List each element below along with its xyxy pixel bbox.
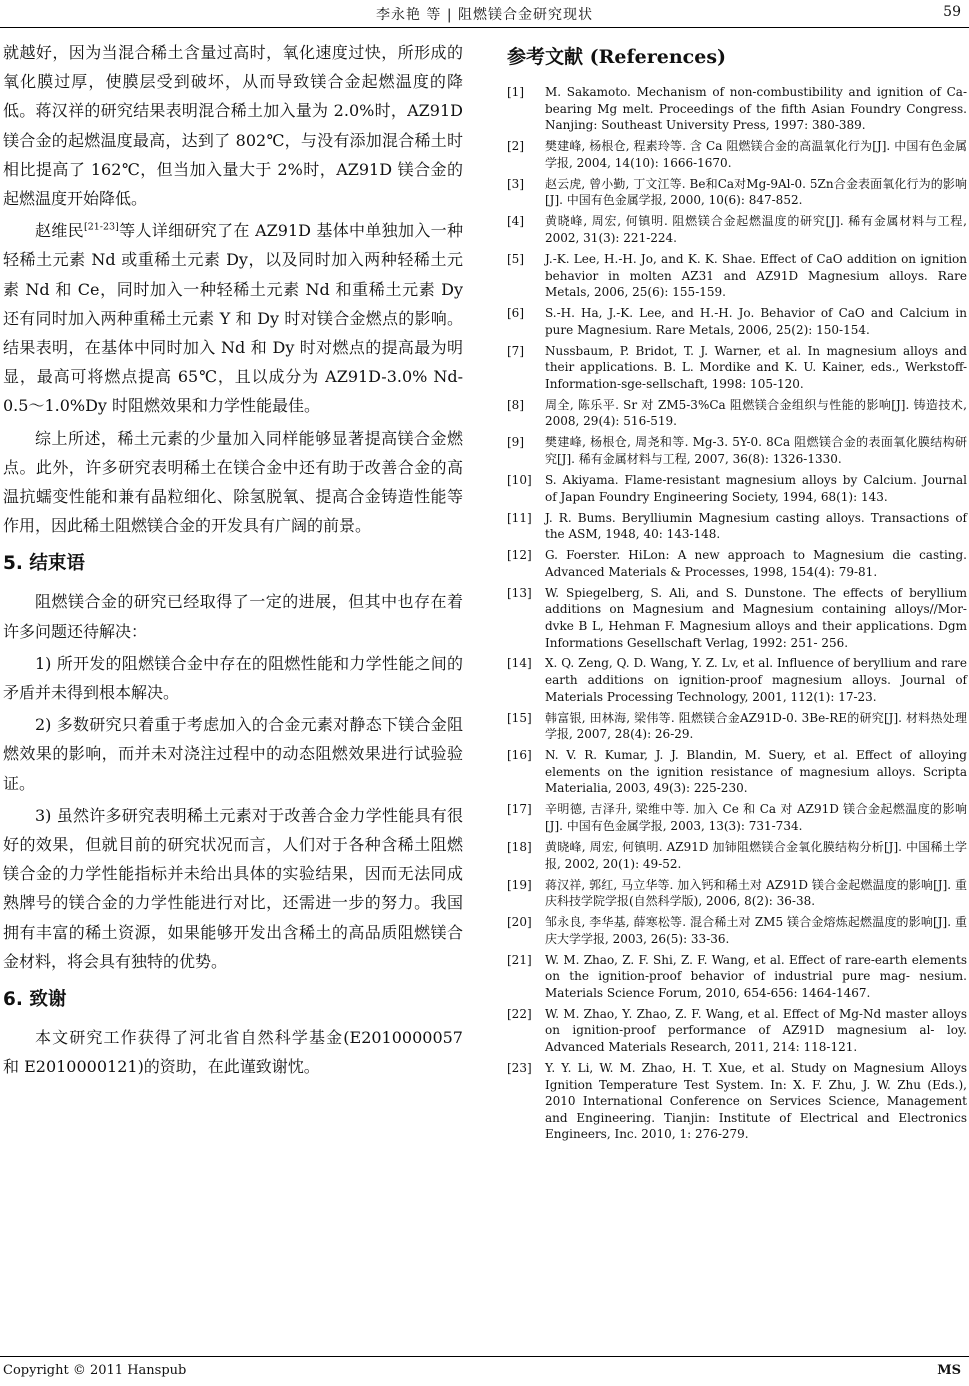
section-heading-conclusion: 5. 结束语 [3, 553, 85, 575]
author-name: 赵维民 [35, 221, 84, 241]
reference-text: 赵云虎, 曾小勤, 丁文江等. Be和Ca对Mg-9Al-0. 5Zn合金表面氧化行为的影响[J]. 中国有色金属学报, 2000, 10(6): 847-852. [545, 176, 967, 208]
references-column [507, 44, 967, 1147]
reference-item [507, 839, 967, 872]
reference-text: G. Foerster. HiLon: A new approach to Magnesium die casting. Advanced Materials & Processes, 1998, 154(4): 79-81. [545, 548, 967, 579]
body-paragraph: 3) 虽然许多研究表明稀土元素对于改善合金力学性能具有很好的效果，但就目前的研究状况而言，人们对于各种含稀土阻燃镁合金的力学性能指标并未给出具体的实验结果，因而无法同成熟牌号的镁合金的力学性能进行对比，还需进一步的努力。我国拥有丰富的稀土资源，如果能够开发出含稀土的高品质阻燃镁合金材料，将会具有独特的优势。 [3, 805, 463, 971]
reference-item [507, 547, 967, 580]
reference-number: [23] [507, 1061, 532, 1076]
reference-text: 黄晓峰, 周宏, 何镇明. AZ91D 加铈阻燃镁合金氧化膜结构分析[J]. 中国稀土学报, 2002, 20(1): 49-52. [545, 839, 967, 871]
running-head: 李永艳 等 | 阻燃镁合金研究现状 [375, 7, 594, 23]
reference-text: W. M. Zhao, Z. F. Shi, Z. F. Wang, et al. Effect of rare-earth elements on the ignition-proof behavior of industrial pure mag- nesium. Materials Science Forum, 2010, 654-656: 1464-1467. [545, 952, 967, 1000]
reference-number: [10] [507, 472, 532, 487]
reference-item [507, 952, 967, 1002]
reference-number: [12] [507, 548, 532, 563]
reference-text: W. Spiegelberg, S. Ali, and S. Dunstone. The effects of beryllium additions on Magnesium and Magnesium containing alloys//Mor- dvke B L, Hehman F. Magnesium alloys and their applications. Dgm Informations Gesellschaft Verlag, 1992: 251- 256. [545, 585, 967, 650]
reference-text: Y. Y. Li, W. M. Zhao, H. T. Xue, et al. Study on Magnesium Alloys Ignition Temperature Test System. In: X. F. Zhu, J. W. Zhu (Eds.), 2010 International Conference on Services Science, Management and Engineering. Tianjin: Institute of Electrical and Electronics Engineers, Inc. 2010, 1: 276-279. [545, 1061, 967, 1142]
body-paragraph: 就越好，因为当混合稀土含量过高时，氧化速度过快，所形成的氧化膜过厚，使膜层受到破坏，从而导致镁合金起燃温度的降低。蒋汉祥的研究结果表明混合稀土加入量为 2.0%时，AZ91D 镁合金的起燃温度最高，达到了 802℃，与没有添加混合稀土时相比提高了 162℃，但当加入量大于 2%时，AZ91D 镁合金的起燃温度开始降低。 [3, 43, 463, 209]
citation-marker: [21-23] [83, 221, 119, 233]
reference-item [507, 1060, 967, 1143]
body-paragraph: 综上所述，稀土元素的少量加入同样能够显著提高镁合金燃点。此外，许多研究表明稀土在镁合金中还有助于改善合金的高温抗蠕变性能和兼有晶粒细化、除氢脱氧、提高合金铸造性能等作用，因此稀土阻燃镁合金的开发具有广阔的前景。 [3, 428, 463, 536]
reference-number: [6] [507, 306, 524, 321]
header-rule [0, 27, 969, 28]
reference-text: J.-K. Lee, H.-H. Jo, and K. K. Shae. Effect of CaO addition on ignition behavior in molten AZ31 and AZ91D Magnesium alloys. Rare Metals, 2006, 25(6): 155-159. [545, 251, 967, 300]
reference-number: [2] [507, 139, 524, 154]
section-heading-acknowledgement: 6. 致谢 [3, 989, 67, 1011]
paragraph-text: 等人详细研究了在 AZ91D 基体中单独加入一种轻稀土元素 Nd 或重稀土元素 Dy，以及同时加入两种轻稀土元素 Nd 和 Ce，同时加入一种轻稀土元素 Nd 和重稀土元素 Dy 还有同时加入两种重稀土元素 Y 和 Dy 时对镁合金燃点的影响。结果表明，在基体中同时加入 Nd 和 Dy 时对燃点的提高最为明显，最高可将燃点提高 65℃，且以成分为 AZ91D-3.0% Nd-0.5～1.0%Dy 时阻燃效果和力学性能最佳。 [3, 221, 463, 416]
reference-item [507, 343, 967, 393]
body-paragraph: 阻燃镁合金的研究已经取得了一定的进展，但其中也存在着许多问题还待解决： [3, 592, 463, 641]
reference-number: [3] [507, 176, 524, 191]
reference-text: 韩富银, 田林海, 梁伟等. 阻燃镁合金AZ91D-0. 3Be-RE的研究[J]. 材料热处理学报, 2007, 28(4): 26-29. [545, 710, 967, 742]
reference-number: [19] [507, 877, 532, 892]
reference-item [507, 877, 967, 910]
reference-number: [17] [507, 802, 532, 817]
body-paragraph: 1) 所开发的阻燃镁合金中存在的阻燃性能和力学性能之间的矛盾并未得到根本解决。 [3, 653, 463, 703]
reference-item [507, 84, 967, 134]
reference-text: Nussbaum, P. Bridot, T. J. Warner, et al. In magnesium alloys and their applications. B. L. Mordike and K. U. Kainer, eds., Werkstoff-Information-sge-sellschaft, 1998: 105-120. [545, 343, 967, 391]
reference-number: [9] [507, 435, 524, 450]
reference-text: 樊建峰, 杨根仓, 程素玲等. 含 Ca 阻燃镁合金的高温氧化行为[J]. 中国有色金属学报, 2004, 14(10): 1666-1670. [545, 139, 967, 170]
reference-number: [1] [507, 85, 524, 99]
reference-number: [4] [507, 214, 524, 229]
page-header [0, 0, 969, 26]
reference-number: [22] [507, 1006, 532, 1021]
reference-number: [15] [507, 710, 532, 725]
reference-item [507, 213, 967, 246]
reference-text: S. Akiyama. Flame-resistant magnesium alloys by Calcium. Journal of Japan Foundry Engineering Society, 1994, 68(1): 143. [545, 472, 967, 504]
reference-number: [8] [507, 397, 524, 412]
reference-text: N. V. R. Kumar, J. J. Blandin, M. Suery, et al. Effect of alloying elements on the ignition resistance of magnesium alloys. Scripta Materialia, 2003, 49(3): 225-230. [545, 748, 967, 796]
reference-number: [7] [507, 343, 524, 358]
reference-text: M. Sakamoto. Mechanism of non-combustibility and ignition of Ca-bearing Mg melt. Proceedings of the fifth Asian Foundry Congress. Nanjing: Southeast University Press, 1997: 380-389. [545, 85, 967, 133]
reference-item [507, 176, 967, 209]
reference-item [507, 710, 967, 743]
body-paragraph: 2) 多数研究只着重于考虑加入的合金元素对静态下镁合金阻燃效果的影响，而并未对浇注过程中的动态阻燃效果进行试验验证。 [3, 715, 463, 793]
reference-text: 邹永良, 李华基, 薛寒松等. 混合稀土对 ZM5 镁合金熔炼起燃温度的影响[J]. 重庆大学学报, 2003, 26(5): 33-36. [545, 915, 967, 946]
reference-text: S.-H. Ha, J.-K. Lee, and H.-H. Jo. Behavior of CaO and Calcium in pure Magnesium. Rare Metals, 2006, 25(2): 150-154. [545, 306, 967, 337]
reference-text: 樊建峰, 杨根仓, 周尧和等. Mg-3. 5Y-0. 8Ca 阻燃镁合金的表面氧化膜结构研究[J]. 稀有金属材料与工程, 2007, 36(8): 1326-1330. [545, 435, 967, 466]
reference-list [507, 84, 967, 1143]
footer-rule [0, 1356, 969, 1357]
reference-text: J. R. Bums. Berylliumin Magnesium casting alloys. Transactions of the ASM, 1948, 40: 143-148. [545, 510, 967, 542]
body-paragraph [3, 216, 463, 420]
copyright-notice: Copyright © 2011 Hanspub [3, 1363, 187, 1378]
reference-text: 辛明德, 吉泽升, 梁维中等. 加入 Ce 和 Ca 对 AZ91D 镁合金起燃温度的影响[J]. 中国有色金属学报, 2003, 13(3): 731-734. [545, 802, 967, 833]
reference-text: 蒋汉祥, 郭红, 马立华等. 加入钙和稀土对 AZ91D 镁合金起燃温度的影响[J]. 重庆科技学院学报(自然科学版), 2006, 8(2): 36-38. [545, 877, 967, 909]
reference-item [507, 138, 967, 171]
reference-item [507, 655, 967, 705]
page-number: 59 [943, 4, 961, 20]
journal-abbrev: MS [937, 1363, 961, 1378]
reference-number: [21] [507, 952, 532, 967]
reference-item [507, 801, 967, 834]
body-paragraph: 本文研究工作获得了河北省自然科学基金(E2010000057 和 E2010000121)的资助，在此谨致谢忱。 [3, 1028, 463, 1077]
reference-number: [18] [507, 839, 532, 854]
reference-item [507, 305, 967, 338]
reference-item [507, 251, 967, 301]
left-column [3, 38, 463, 1085]
reference-item [507, 914, 967, 947]
reference-item [507, 434, 967, 467]
references-heading: 参考文献 (References) [507, 46, 727, 68]
reference-number: [14] [507, 656, 532, 671]
reference-number: [16] [507, 748, 532, 763]
reference-item [507, 510, 967, 543]
reference-number: [13] [507, 585, 532, 600]
reference-item [507, 585, 967, 651]
reference-item [507, 397, 967, 430]
reference-text: 黄晓峰, 周宏, 何镇明. 阻燃镁合金起燃温度的研究[J]. 稀有金属材料与工程, 2002, 31(3): 221-224. [545, 214, 967, 245]
reference-item [507, 472, 967, 505]
reference-text: W. M. Zhao, Y. Zhao, Z. F. Wang, et al. Effect of Mg-Nd master alloys on ignition-proof performance of AZ91D magnesium al- loy. Advanced Materials Research, 2011, 214: 118-121. [545, 1006, 967, 1055]
reference-item [507, 1006, 967, 1056]
reference-text: 周全, 陈乐平. Sr 对 ZM5-3%Ca 阻燃镁合金组织与性能的影响[J]. 铸造技术, 2008, 29(4): 516-519. [545, 397, 967, 429]
reference-item [507, 747, 967, 797]
reference-number: [11] [507, 510, 532, 525]
reference-text: X. Q. Zeng, Q. D. Wang, Y. Z. Lv, et al. Influence of beryllium and rare earth additions on ignition-proof magnesium alloys. Journal of Materials Processing Technology, 2001, 112(1): 17-23. [545, 656, 967, 704]
reference-number: [5] [507, 251, 524, 266]
reference-number: [20] [507, 915, 532, 930]
